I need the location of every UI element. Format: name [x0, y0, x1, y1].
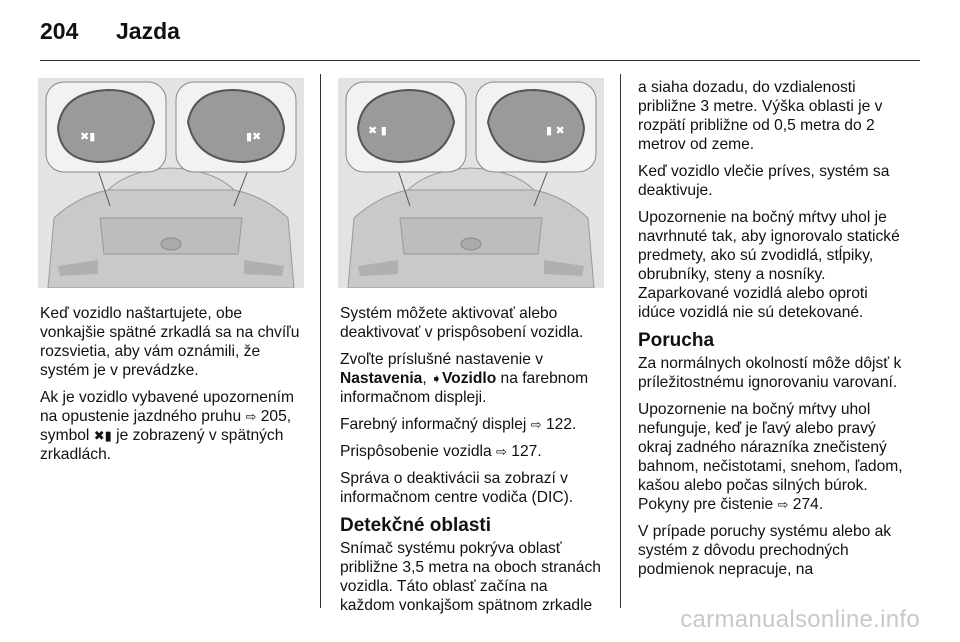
- svg-text:✖▮: ✖▮: [80, 130, 96, 143]
- page-ref-link[interactable]: 274: [792, 496, 819, 513]
- paragraph: Prispôsobenie vozidla ⇨ 127.: [340, 443, 542, 460]
- svg-text:✖ ▮: ✖ ▮: [368, 124, 387, 137]
- blind-spot-warning-icon: ✖▮: [93, 428, 112, 443]
- page-ref-arrow-icon: ⇨: [530, 417, 542, 432]
- paragraph: Keď vozidlo naštartujete, obe vonkajšie spätné zrkadlá sa na chvíľu rozsvietia, aby vám oznámili, že systém je v prevádzke.: [40, 305, 300, 379]
- text-run: Zvoľte príslušné nastavenie v: [340, 351, 544, 368]
- paragraph: Upozornenie na bočný mŕtvy uhol je navrhnuté tak, aby ignorovalo statické predmety, ako sú zvodidlá, stĺpiky, obrubníky, steny a nosníky. Zaparkované vozidlá alebo oproti idúce vozidlá nie sú detekované.: [638, 209, 900, 321]
- header-divider: [40, 60, 920, 61]
- text-run: Prispôsobenie vozidla: [340, 443, 497, 460]
- paragraph: V prípade poruchy systému alebo ak systém z dôvodu prechodných podmienok nepracuje, na: [638, 523, 892, 578]
- column-divider: [320, 74, 321, 608]
- text-run: , symbol: [40, 408, 292, 444]
- column-3: [638, 78, 904, 587]
- text-run: ,: [422, 370, 432, 387]
- paragraph: Upozornenie na bočný mŕtvy uhol nefunguje, keď je ľavý alebo pravý okraj zadného nárazníka znečistený bahnom, nečistotami, snehom, ľadom, kašou alebo počas silných búrok. Pokyny pre čistenie ⇨ 274.: [638, 401, 903, 513]
- menu-item-vehicle: Vozidlo: [441, 370, 497, 387]
- page-ref-link[interactable]: 205: [260, 408, 287, 425]
- paragraph: Farebný informačný displej ⇨ 122.: [340, 416, 577, 433]
- menu-item-settings: Nastavenia: [340, 370, 423, 387]
- page-ref-arrow-icon: ⇨: [496, 444, 507, 459]
- paragraph: [340, 350, 606, 407]
- subheading: Detekčné oblasti: [340, 515, 491, 536]
- menu-arrow-icon: ➧: [431, 371, 442, 386]
- watermark: carmanualsonline.info: [680, 606, 920, 633]
- paragraph: Keď vozidlo vlečie príves, systém sa deaktivuje.: [638, 163, 890, 199]
- page-ref-arrow-icon: ⇨: [245, 409, 257, 424]
- page-ref-link[interactable]: 127: [511, 443, 538, 460]
- text-run: Ak je vozidlo vybavené upozornením na opustenie jazdného pruhu: [40, 389, 294, 425]
- page-ref-link[interactable]: 122: [545, 416, 572, 433]
- page-header: [0, 0, 960, 58]
- page-ref-arrow-icon: ⇨: [777, 497, 789, 512]
- column-1: [40, 304, 306, 472]
- section-title: Jazda: [116, 18, 180, 44]
- column-2: [340, 304, 606, 623]
- text-run: Upozornenie na bočný mŕtvy uhol nefunguje, keď je ľavý alebo pravý okraj zadného nárazníka znečistený bahnom, nečistotami, snehom, ľadom, kašou alebo počas silných búrok. Pokyny pre čistenie: [638, 401, 903, 513]
- svg-text:▮ ✖: ▮ ✖: [546, 124, 565, 137]
- paragraph: Za normálnych okolností môže dôjsť k príležitostnému ignorovaniu varovaní.: [638, 355, 902, 391]
- paragraph: Systém môžete aktivovať alebo deaktivovať v prispôsobení vozidla.: [340, 305, 584, 341]
- text-run: na farebnom informačnom displeji.: [340, 370, 589, 406]
- paragraph: Snímač systému pokrýva oblasť približne 3,5 metra na oboch stranách vozidla. Táto oblasť začína na každom vonkajšom spätnom zrkadle: [340, 540, 601, 614]
- mirror-illustration-right: [338, 78, 604, 288]
- paragraph: Správa o deaktivácii sa zobrazí v informačnom centre vodiča (DIC).: [340, 470, 574, 506]
- svg-text:▮✖: ▮✖: [246, 130, 262, 143]
- mirror-illustration-left: [38, 78, 304, 288]
- paragraph: [40, 388, 306, 464]
- page-number: 204: [40, 18, 79, 44]
- column-divider: [620, 74, 621, 608]
- subheading: Porucha: [638, 330, 715, 351]
- text-run: je zobrazený v spätných zrkadlách.: [40, 427, 284, 463]
- paragraph: a siaha dozadu, do vzdialenosti približne 3 metre. Výška oblasti je v rozpätí približne od 0,5 metra do 2 metrov od zeme.: [638, 79, 883, 153]
- text-run: Farebný informačný displej: [340, 416, 531, 433]
